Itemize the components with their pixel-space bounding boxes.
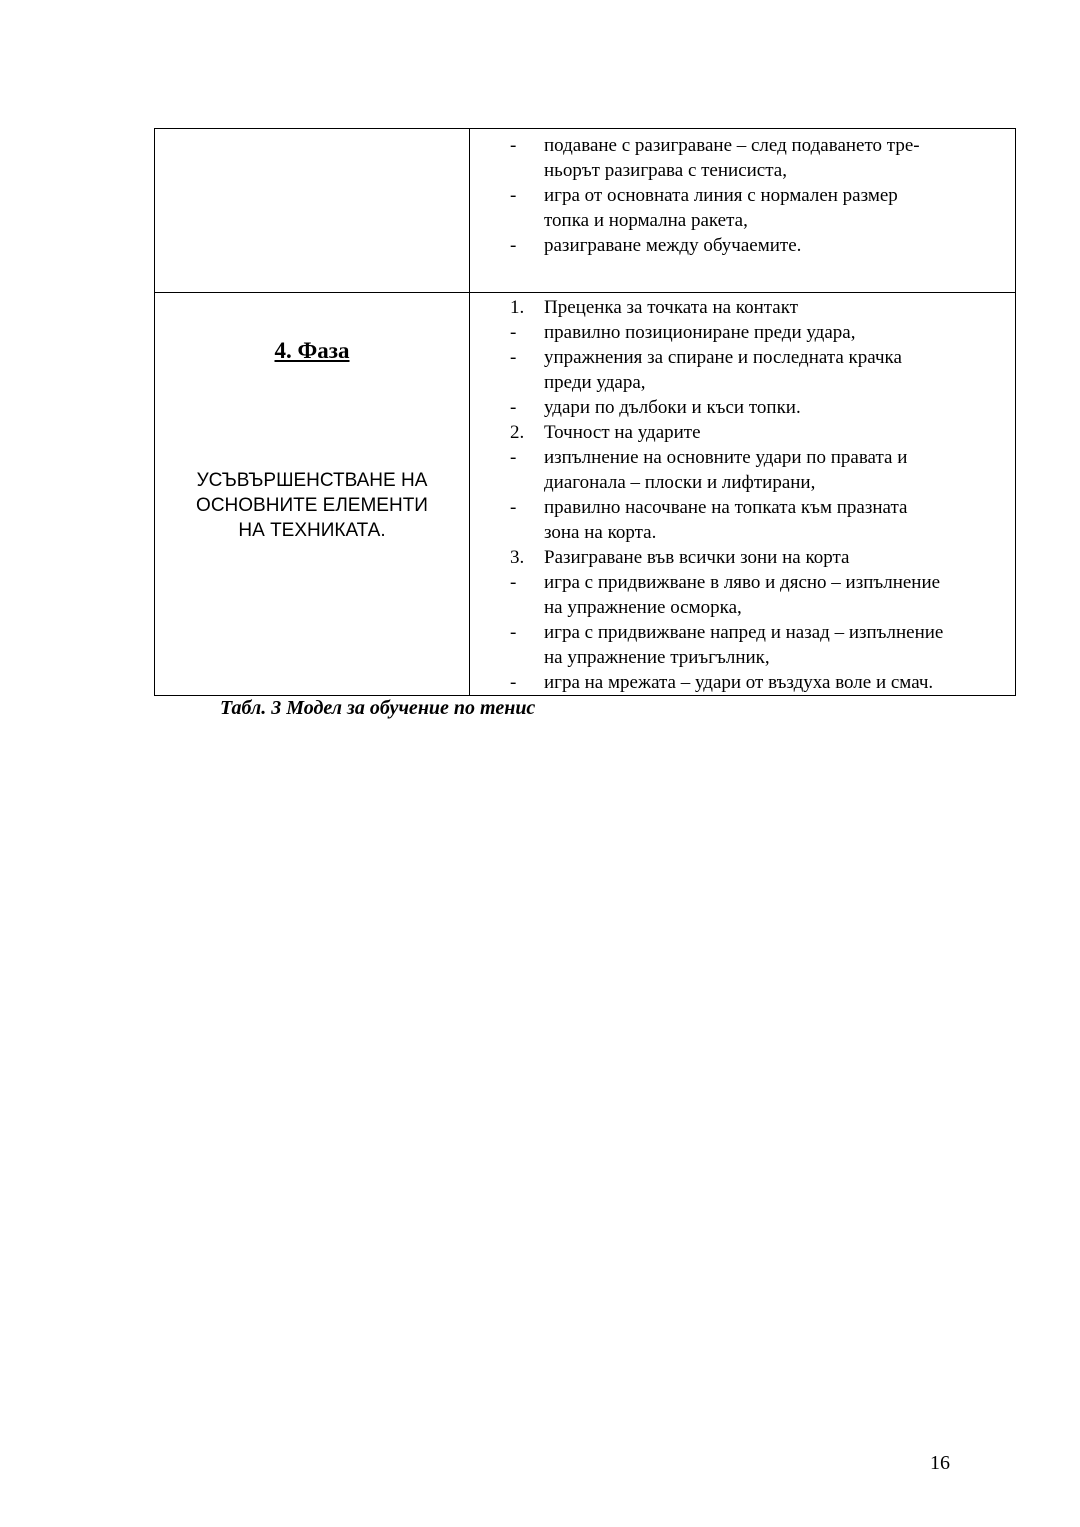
list-item-text: топка и нормална ракета, <box>544 210 748 231</box>
list-marker <box>470 208 544 233</box>
empty-phase-cell <box>155 129 470 293</box>
list-item <box>470 208 1007 233</box>
list-item-text: преди удара, <box>544 372 646 393</box>
list-item <box>470 620 1007 645</box>
list-item <box>470 233 1007 258</box>
list-item <box>470 445 1007 470</box>
list-marker <box>470 595 544 620</box>
phase-subtitle-line: УСЪВЪРШЕНСТВАНЕ НА <box>196 470 428 491</box>
list-item-text: Точност на ударите <box>544 422 701 443</box>
list-item <box>470 520 1007 545</box>
list-item <box>470 158 1007 183</box>
list-item-text: разиграване между обучаемите. <box>544 235 802 256</box>
list-marker <box>470 370 544 395</box>
list-item-text: игра с придвижване в ляво и дясно – изпълнение <box>544 572 941 593</box>
list-item-text: удари по дълбоки и къси топки. <box>544 397 801 418</box>
list-item-text: игра от основната линия с нормален размер <box>544 185 898 206</box>
list-marker: 2. <box>510 422 525 443</box>
list-marker <box>470 470 544 495</box>
list-marker: - <box>510 447 517 468</box>
list-item <box>470 345 1007 370</box>
list-item-text: игра с придвижване напред и назад – изпълнение <box>544 622 944 643</box>
list-marker: - <box>510 322 517 343</box>
list-item <box>470 133 1007 158</box>
table-caption: Табл. 3 Модел за обучение по тенис <box>220 697 536 719</box>
phase-title: 4. Фаза <box>274 338 350 363</box>
training-model-table <box>154 128 1016 696</box>
list-marker: - <box>510 347 517 368</box>
list-item-text: на упражнение триъгълник, <box>544 647 770 668</box>
list-marker: 1. <box>510 297 525 318</box>
list-item <box>470 570 1007 595</box>
list-item-text: ньорът разиграва с тенисиста, <box>544 160 787 181</box>
list-item <box>470 645 1007 670</box>
list-item-text: Разиграване във всички зони на корта <box>544 547 850 568</box>
list-item <box>470 183 1007 208</box>
list-item <box>470 545 1007 570</box>
table-row <box>155 293 1016 696</box>
list-item <box>470 670 1007 695</box>
page-number: 16 <box>930 1452 950 1474</box>
phase-subtitle-line: ОСНОВНИТЕ ЕЛЕМЕНТИ <box>196 495 428 516</box>
phase-cell <box>155 293 470 696</box>
list-marker: - <box>510 672 517 693</box>
list-item <box>470 395 1007 420</box>
list-marker: - <box>510 397 517 418</box>
list-item <box>470 320 1007 345</box>
list-item-text: упражнения за спиране и последната крачка <box>544 347 902 368</box>
list-item <box>470 295 1007 320</box>
list-marker <box>470 158 544 183</box>
list-item-text: правилно насочване на топката към празната <box>544 497 908 518</box>
activity-list <box>470 293 1015 695</box>
list-item-text: игра на мрежата – удари от въздуха воле и смач. <box>544 672 934 693</box>
list-marker <box>470 645 544 670</box>
activity-list <box>470 129 1015 258</box>
phase-subtitle-line: НА ТЕХНИКАТА. <box>238 520 386 541</box>
list-item <box>470 595 1007 620</box>
list-item <box>470 495 1007 520</box>
list-marker: 3. <box>510 547 525 568</box>
list-item <box>470 420 1007 445</box>
list-item <box>470 470 1007 495</box>
list-marker: - <box>510 135 517 156</box>
list-item-text: на упражнение осморка, <box>544 597 742 618</box>
list-item <box>470 370 1007 395</box>
list-item-text: изпълнение на основните удари по правата и <box>544 447 908 468</box>
list-marker: - <box>510 497 517 518</box>
list-marker: - <box>510 235 517 256</box>
activities-cell <box>470 293 1016 696</box>
activities-cell <box>470 129 1016 293</box>
list-item-text: зона на корта. <box>544 522 657 543</box>
list-item-text: Преценка за точката на контакт <box>544 297 798 318</box>
table-row <box>155 129 1016 293</box>
list-marker <box>470 520 544 545</box>
list-item-text: подаване с разиграване – след подаването тре- <box>544 135 920 156</box>
list-item-text: правилно позициониране преди удара, <box>544 322 856 343</box>
list-marker: - <box>510 185 517 206</box>
list-marker: - <box>510 622 517 643</box>
list-marker: - <box>510 572 517 593</box>
list-item-text: диагонала – плоски и лифтирани, <box>544 472 816 493</box>
phase-subtitle <box>155 468 469 543</box>
